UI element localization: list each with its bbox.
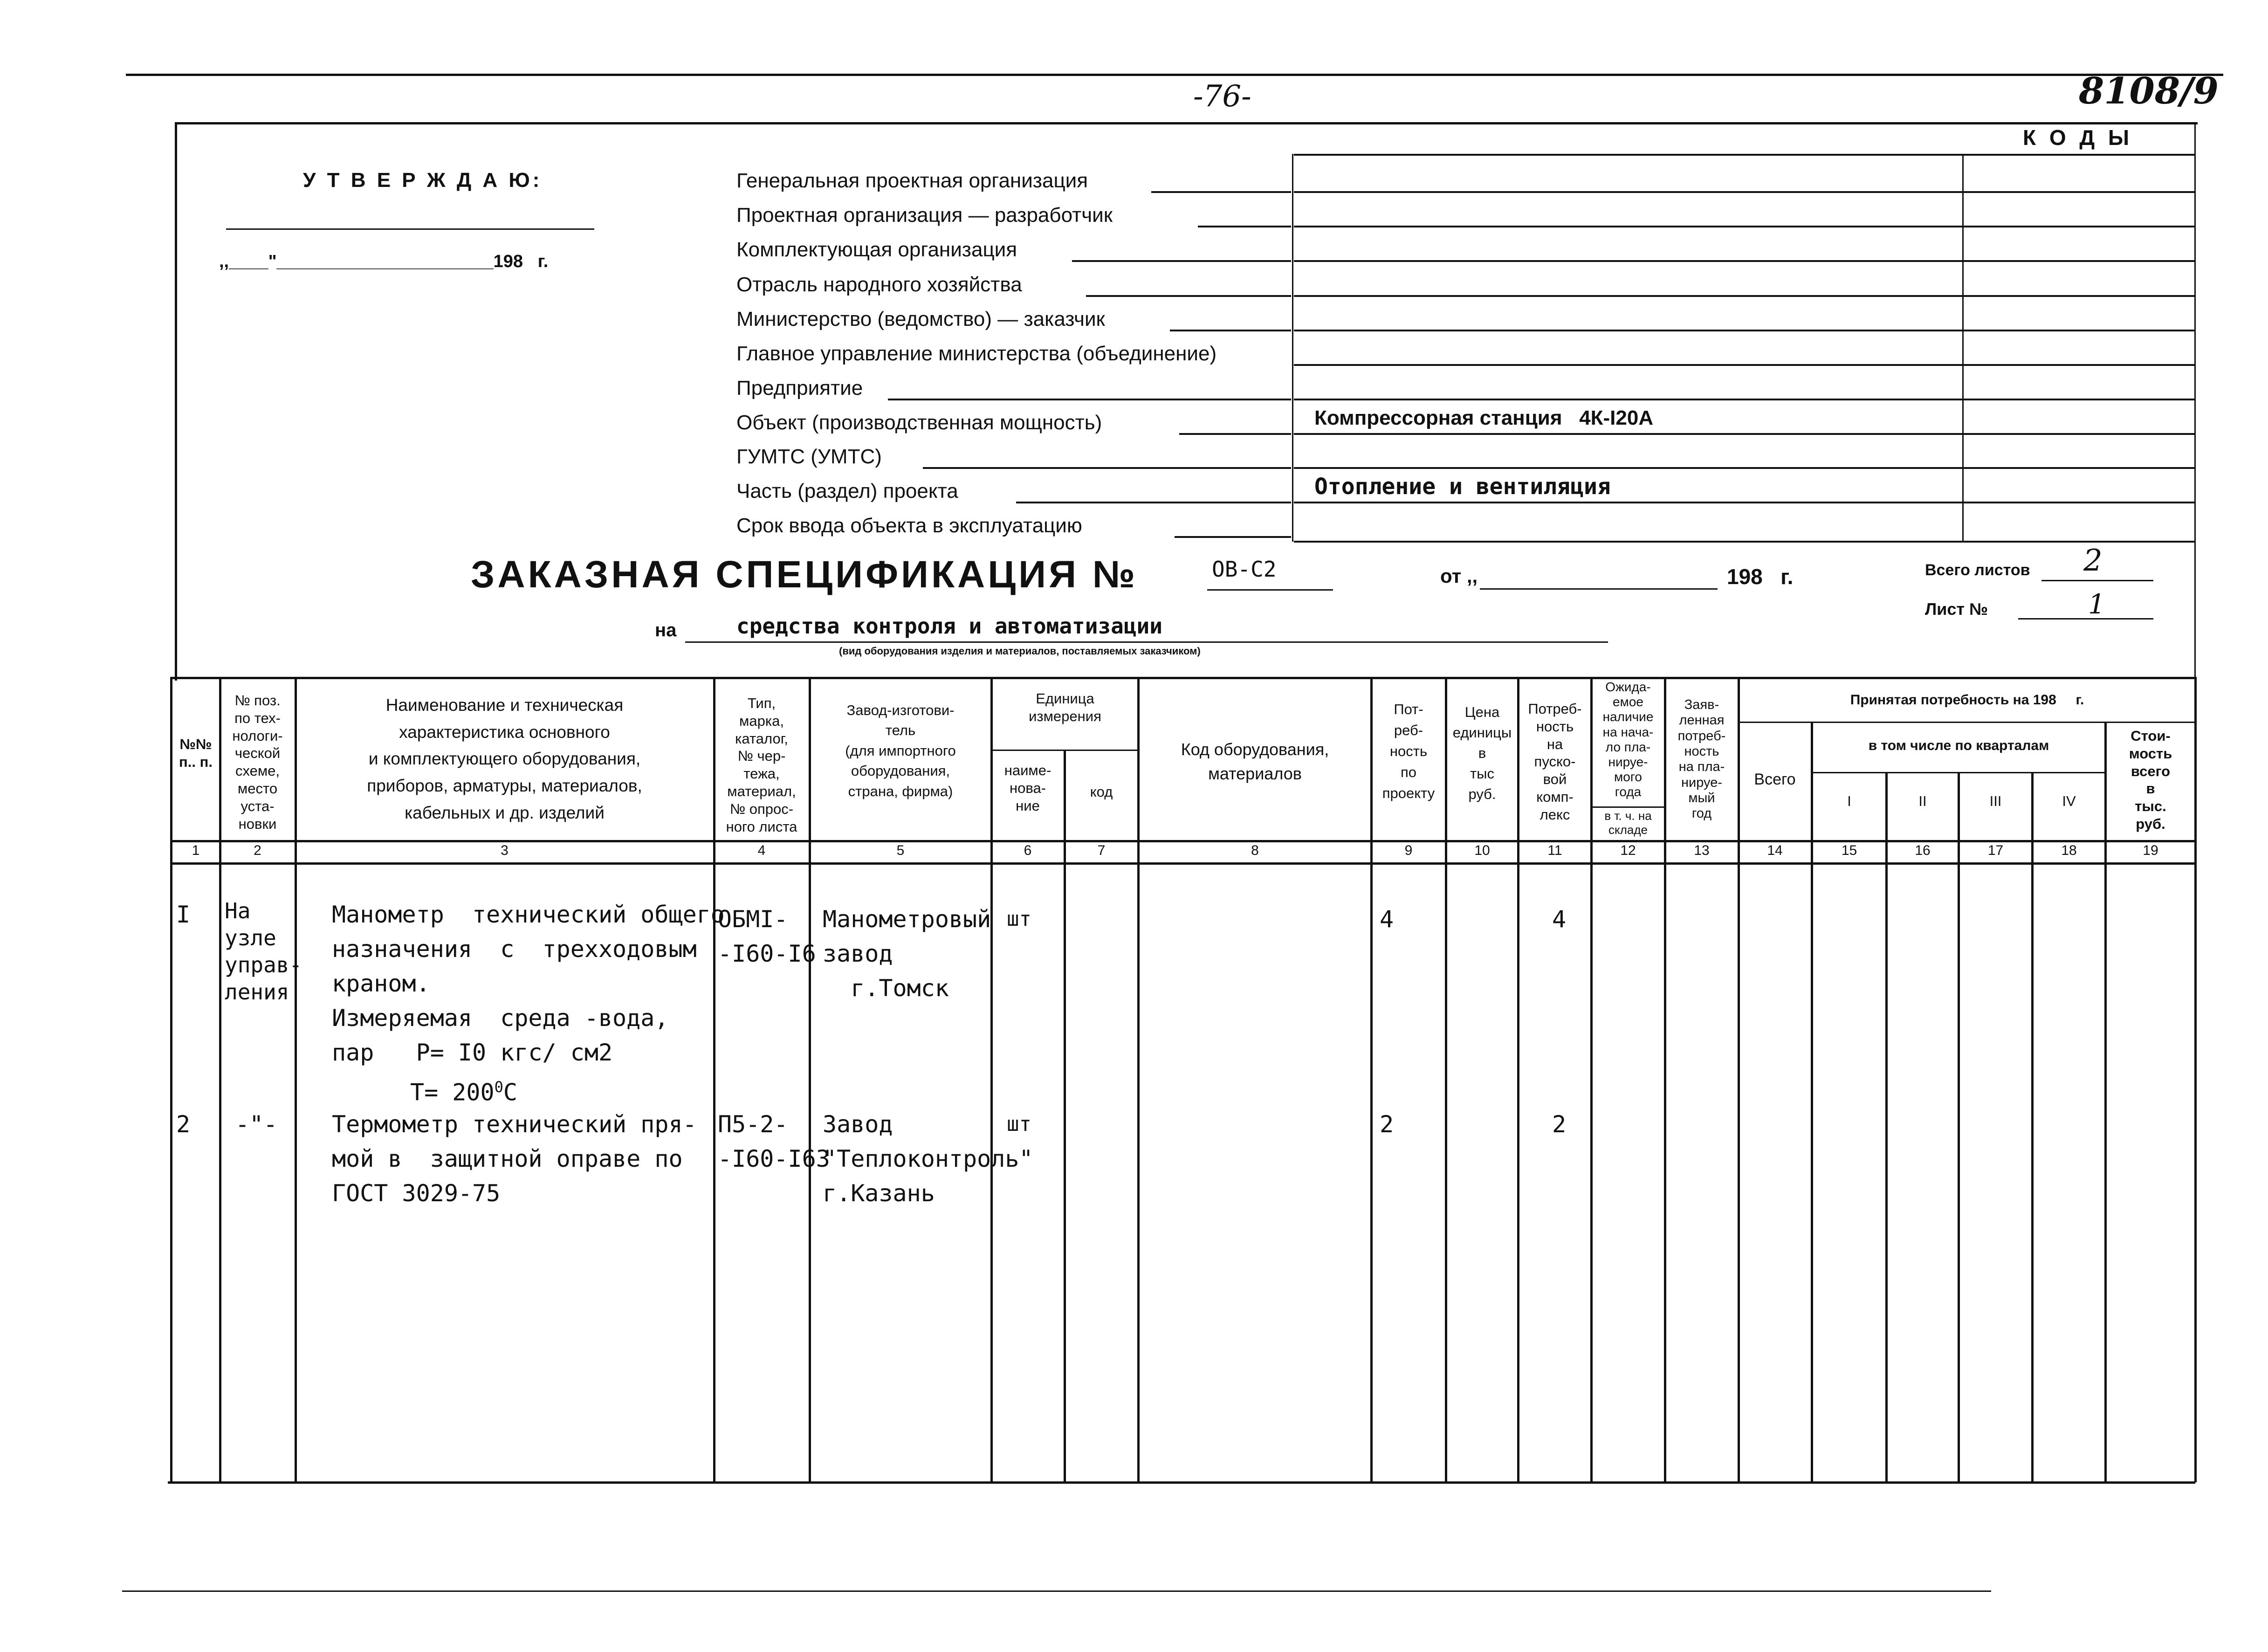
org-main-department: Главное управление министерства (объединение) <box>736 342 1217 365</box>
col-number: 16 <box>1915 843 1931 858</box>
spec-subject: средства контроля и автоматизации <box>736 613 1162 639</box>
row-1-num: I <box>176 901 191 928</box>
sheet-label: Лист № <box>1925 599 1988 619</box>
col-header-18: IV <box>2062 793 2076 809</box>
row-1-type: ОБМI- -I60-I6 <box>718 906 816 967</box>
row-2-name: Термометр технический пря- мой в защитной оправе по ГОСТ 3029-75 <box>332 1111 697 1207</box>
col-header-unit-group: Единица измерения <box>1029 690 1101 724</box>
spec-on-label: на <box>655 620 677 640</box>
col-header-7: код <box>1090 784 1113 800</box>
col-number: 9 <box>1404 843 1413 858</box>
col-header-19: Стои- мость всего в тыс. руб. <box>2129 728 2172 833</box>
row-2-unit: шт <box>1007 1112 1031 1136</box>
col-header-12: Ожида- емое наличие на нача- ло пла- нируе- мого года <box>1602 680 1654 799</box>
row-2-position: -"- <box>235 1111 278 1138</box>
row-2-maker: Завод "Теплоконтроль" г.Казань <box>823 1111 1033 1207</box>
approval-title: У Т В Е Р Ж Д А Ю: <box>303 169 543 192</box>
row-2-num: 2 <box>176 1111 191 1138</box>
col-header-15: I <box>1847 793 1851 809</box>
col-number: 7 <box>1097 843 1106 858</box>
col-header-17: III <box>1989 793 2002 809</box>
org-industry: Отрасль народного хозяйства <box>736 273 1022 296</box>
col-number: 17 <box>1987 843 2004 858</box>
total-sheets-label: Всего листов <box>1925 561 2030 579</box>
col-number: 18 <box>2061 843 2077 858</box>
col-header-accepted-group: Принятая потребность на 198 г. <box>1850 692 2084 708</box>
col-number: 15 <box>1841 843 1857 858</box>
col-number: 5 <box>896 843 905 858</box>
row-1-unit: шт <box>1007 907 1031 931</box>
col-header-8: Код оборудования, материалов <box>1181 740 1329 784</box>
row-1-maker: Манометровый завод г.Томск <box>823 906 991 1002</box>
spec-date-year: 198 г. <box>1727 564 1794 589</box>
row-1-temperature: $Т= 200^0С$ <box>410 1078 517 1106</box>
col-number: 6 <box>1024 843 1032 858</box>
row-1-need-startup: 4 <box>1552 906 1567 933</box>
org-gumts: ГУМТС (УМТС) <box>736 445 882 468</box>
col-header-13: Заяв- ленная потреб- ность на пла- нируе- мый год <box>1677 697 1726 821</box>
codes-header: К О Д Ы <box>2023 125 2133 150</box>
col-header-4: Тип, марка, каталог, № чер- тежа, материал, № опрос- ного листа <box>726 695 797 835</box>
org-object: Объект (производственная мощность) <box>736 411 1102 434</box>
col-number: 10 <box>1474 843 1490 858</box>
page-number: -76- <box>1193 79 1251 114</box>
col-number: 11 <box>1547 843 1562 858</box>
org-designer: Проектная организация — разработчик <box>736 204 1113 227</box>
col-number: 19 <box>2143 843 2158 858</box>
org-completing: Комплектующая организация <box>736 238 1017 261</box>
row-1-need-project: 4 <box>1380 906 1394 933</box>
spec-date-prefix: от ,, <box>1440 565 1478 587</box>
col-number: 2 <box>254 843 261 858</box>
col-header-9: Пот- реб- ность по проекту <box>1382 701 1435 801</box>
sheet-value: 1 <box>2088 588 2105 620</box>
col-header-6: наиме- нова- ние <box>1004 762 1052 814</box>
col-header-16: II <box>1918 793 1927 809</box>
spec-number: ОВ-С2 <box>1212 557 1277 582</box>
org-enterprise: Предприятие <box>736 377 863 399</box>
row-1-name: Манометр технический общего назначения с трехходовым краном. Измеряемая среда -вода, пар Р= I0 кгс/ см2 <box>332 901 725 1066</box>
col-number: 8 <box>1251 843 1259 858</box>
col-number: 12 <box>1620 843 1636 858</box>
col-header-2: № поз. по тех- нологи- ческой схеме, место уста- новки <box>232 692 283 832</box>
object-value: Компрессорная станция 4К-I20А <box>1314 406 1654 429</box>
org-ministry: Министерство (ведомство) — заказчик <box>736 308 1105 330</box>
org-general: Генеральная проектная организация <box>736 169 1088 192</box>
col-header-quarters-group: в том числе по кварталам <box>1868 738 2049 753</box>
col-header-10: Цена единицы в тыс руб. <box>1452 704 1512 803</box>
col-number: 13 <box>1694 843 1710 858</box>
project-part-value: Отопление и вентиляция <box>1314 474 1611 500</box>
col-header-1: №№ п.. п. <box>179 736 213 770</box>
org-project-part: Часть (раздел) проекта <box>736 480 958 502</box>
col-number: 14 <box>1767 843 1783 858</box>
col-number: 3 <box>501 843 509 858</box>
row-2-need-startup: 2 <box>1552 1111 1567 1138</box>
col-header-3: Наименование и техническая характеристика основного и комплектующего оборудования, приборов, арматуры, материалов, кабельных и др. изделий <box>367 695 642 822</box>
row-1-position: На узле управ- ления <box>225 898 302 1005</box>
total-sheets-value: 2 <box>2083 544 2103 578</box>
row-2-need-project: 2 <box>1380 1111 1394 1138</box>
org-commissioning: Срок ввода объекта в эксплуатацию <box>736 514 1082 537</box>
col-number: 4 <box>757 843 766 858</box>
col-header-11: Потреб- ность на пуско- вой комп- лекс <box>1528 701 1582 823</box>
col-header-12-sub: в т. ч. на складе <box>1604 809 1652 837</box>
col-header-14: Всего <box>1754 771 1796 788</box>
archive-code: 8108/9 <box>2079 70 2219 112</box>
col-number: 1 <box>192 843 200 858</box>
row-2-type: П5-2- -I60-I63 <box>718 1111 830 1172</box>
col-header-5: Завод-изготови- тель (для импортного оборудования, страна, фирма) <box>845 702 956 799</box>
spec-title: ЗАКАЗНАЯ СПЕЦИФИКАЦИЯ № <box>471 553 1138 596</box>
spec-subject-caption: (вид оборудования изделия и материалов, поставляемых заказчиком) <box>839 645 1201 657</box>
approval-date: ,,____"______________________198 г. <box>219 252 549 271</box>
